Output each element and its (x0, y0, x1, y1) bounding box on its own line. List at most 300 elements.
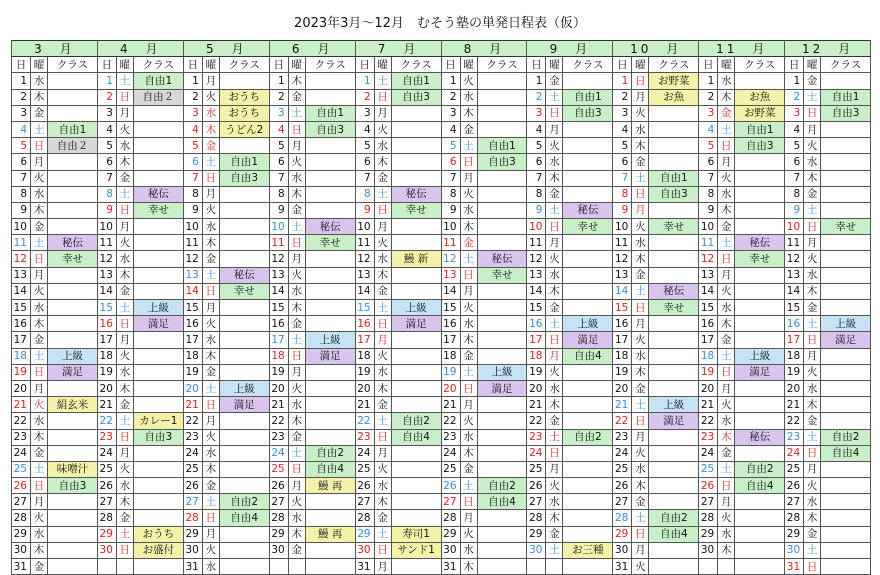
day-number: 20 (441, 380, 460, 396)
weekday: 木 (374, 267, 391, 283)
class-cell (133, 251, 183, 267)
empty-cell (699, 559, 718, 575)
class-cell (563, 300, 613, 316)
day-number: 12 (785, 251, 804, 267)
class-cell (563, 283, 613, 299)
class-cell (563, 73, 613, 89)
day-number: 12 (527, 251, 546, 267)
weekday: 月 (374, 559, 391, 575)
day-number: 15 (355, 300, 374, 316)
empty-cell (546, 559, 563, 575)
table-row (12, 494, 871, 510)
day-number: 19 (785, 364, 804, 380)
weekday: 月 (718, 154, 735, 170)
class-cell (821, 364, 871, 380)
class-cell (305, 316, 355, 332)
day-number: 29 (699, 526, 718, 542)
weekday: 金 (116, 170, 133, 186)
class-cell (735, 186, 785, 202)
day-number: 17 (183, 332, 202, 348)
day-number: 10 (269, 219, 288, 235)
day-number: 3 (97, 105, 116, 121)
day-number: 8 (441, 186, 460, 202)
class-cell (563, 251, 613, 267)
month-header: 5 月 (183, 41, 269, 57)
class-cell (48, 526, 98, 542)
day-number: 23 (527, 429, 546, 445)
class-cell (649, 235, 699, 251)
empty-cell (97, 559, 116, 575)
class-cell (48, 413, 98, 429)
class-label: 上級 (391, 300, 441, 316)
class-label: お魚 (649, 89, 699, 105)
weekday: 日 (116, 316, 133, 332)
day-number: 3 (269, 105, 288, 121)
weekday: 木 (116, 267, 133, 283)
weekday: 土 (116, 73, 133, 89)
day-number: 6 (97, 154, 116, 170)
weekday: 木 (202, 235, 219, 251)
class-label: カレー1 (133, 413, 183, 429)
weekday: 金 (718, 219, 735, 235)
class-cell (821, 202, 871, 218)
day-number: 8 (12, 186, 31, 202)
day-number: 22 (699, 413, 718, 429)
day-number: 30 (785, 542, 804, 558)
class-cell (477, 89, 527, 105)
class-cell (735, 154, 785, 170)
class-cell (305, 267, 355, 283)
class-cell (391, 121, 441, 137)
day-number: 9 (785, 202, 804, 218)
day-number: 12 (183, 251, 202, 267)
class-cell (48, 89, 98, 105)
class-label: 自由4 (391, 429, 441, 445)
day-number: 10 (785, 219, 804, 235)
weekday: 火 (116, 461, 133, 477)
weekday: 木 (718, 542, 735, 558)
weekday: 日 (632, 413, 649, 429)
class-cell (477, 121, 527, 137)
weekday: 木 (632, 364, 649, 380)
day-number: 2 (441, 89, 460, 105)
day-number: 17 (785, 332, 804, 348)
day-number: 5 (441, 138, 460, 154)
weekday: 水 (202, 332, 219, 348)
weekday: 金 (374, 283, 391, 299)
day-number: 19 (441, 364, 460, 380)
weekday: 土 (632, 283, 649, 299)
class-cell (649, 348, 699, 364)
class-cell (219, 300, 269, 316)
day-number: 20 (785, 380, 804, 396)
day-number: 4 (527, 121, 546, 137)
class-cell (649, 332, 699, 348)
weekday: 火 (116, 121, 133, 137)
empty-cell (563, 559, 613, 575)
weekday: 月 (31, 380, 48, 396)
weekday: 金 (202, 251, 219, 267)
class-cell (649, 478, 699, 494)
weekday: 火 (288, 380, 305, 396)
class-cell (133, 267, 183, 283)
col-header-class: クラス (48, 57, 98, 73)
col-header-class: クラス (391, 57, 441, 73)
class-label: 幸せ (133, 202, 183, 218)
day-number: 8 (97, 186, 116, 202)
day-number: 24 (97, 445, 116, 461)
weekday: 土 (374, 300, 391, 316)
day-number: 4 (785, 121, 804, 137)
weekday: 土 (288, 105, 305, 121)
day-number: 23 (613, 429, 632, 445)
class-cell (477, 316, 527, 332)
class-cell (821, 397, 871, 413)
class-label: 自由3 (477, 154, 527, 170)
weekday: 日 (632, 526, 649, 542)
weekday: 月 (460, 170, 477, 186)
weekday: 金 (632, 267, 649, 283)
weekday: 水 (31, 526, 48, 542)
weekday: 月 (546, 461, 563, 477)
day-number: 6 (355, 154, 374, 170)
col-header-class: クラス (133, 57, 183, 73)
class-label: 秘伝 (649, 283, 699, 299)
day-number: 11 (12, 235, 31, 251)
class-label: 自由3 (821, 105, 871, 121)
weekday: 火 (460, 186, 477, 202)
weekday: 水 (202, 445, 219, 461)
weekday: 月 (374, 332, 391, 348)
day-number: 10 (613, 219, 632, 235)
weekday: 土 (116, 300, 133, 316)
weekday: 水 (546, 267, 563, 283)
class-cell (821, 186, 871, 202)
class-cell (649, 105, 699, 121)
weekday: 木 (460, 445, 477, 461)
class-cell (563, 154, 613, 170)
class-cell (305, 186, 355, 202)
day-number: 13 (97, 267, 116, 283)
weekday: 金 (31, 445, 48, 461)
weekday: 火 (202, 316, 219, 332)
day-number: 18 (441, 348, 460, 364)
day-number: 20 (613, 380, 632, 396)
weekday: 土 (116, 413, 133, 429)
weekday: 木 (718, 316, 735, 332)
class-label: 自由4 (477, 494, 527, 510)
day-number: 5 (527, 138, 546, 154)
weekday: 月 (718, 380, 735, 396)
day-number: 23 (355, 429, 374, 445)
weekday: 水 (202, 219, 219, 235)
day-number: 29 (355, 526, 374, 542)
day-number: 3 (355, 105, 374, 121)
class-label: 自由1 (219, 154, 269, 170)
class-label: おうち (219, 89, 269, 105)
class-cell (305, 413, 355, 429)
weekday: 金 (288, 202, 305, 218)
weekday: 土 (374, 526, 391, 542)
class-cell (477, 73, 527, 89)
day-number: 28 (441, 510, 460, 526)
weekday: 木 (546, 283, 563, 299)
col-header-day: 日 (613, 57, 632, 73)
weekday: 土 (31, 461, 48, 477)
day-number: 28 (269, 510, 288, 526)
day-number: 9 (183, 202, 202, 218)
day-number: 23 (12, 429, 31, 445)
class-cell (477, 170, 527, 186)
weekday: 土 (718, 348, 735, 364)
weekday: 月 (288, 364, 305, 380)
day-number: 10 (699, 219, 718, 235)
class-cell (821, 510, 871, 526)
weekday: 水 (546, 154, 563, 170)
col-header-day: 日 (269, 57, 288, 73)
class-cell (305, 380, 355, 396)
day-number: 11 (97, 235, 116, 251)
weekday: 水 (374, 251, 391, 267)
class-cell (563, 445, 613, 461)
weekday: 木 (31, 316, 48, 332)
weekday: 土 (804, 542, 821, 558)
class-cell (305, 283, 355, 299)
day-number: 22 (785, 413, 804, 429)
class-label: 自由2 (391, 413, 441, 429)
class-cell (219, 461, 269, 477)
weekday: 火 (546, 251, 563, 267)
class-cell (821, 73, 871, 89)
day-number: 15 (785, 300, 804, 316)
weekday: 水 (718, 526, 735, 542)
empty-cell (116, 559, 133, 575)
weekday: 火 (31, 283, 48, 299)
class-cell (133, 105, 183, 121)
day-number: 18 (785, 348, 804, 364)
class-label: 自由1 (48, 121, 98, 137)
weekday: 日 (718, 251, 735, 267)
weekday: 金 (546, 73, 563, 89)
weekday: 土 (202, 154, 219, 170)
class-label: 自由2 (219, 494, 269, 510)
class-cell (133, 348, 183, 364)
class-cell (48, 219, 98, 235)
day-number: 25 (12, 461, 31, 477)
weekday: 火 (718, 510, 735, 526)
col-header-weekday: 曜 (116, 57, 133, 73)
class-label: 上級 (133, 300, 183, 316)
day-number: 24 (699, 445, 718, 461)
weekday: 木 (632, 138, 649, 154)
day-number: 30 (527, 542, 546, 558)
weekday: 月 (804, 235, 821, 251)
table-row (12, 73, 871, 89)
day-number: 1 (269, 73, 288, 89)
day-number: 28 (355, 510, 374, 526)
col-header-class: クラス (219, 57, 269, 73)
day-number: 3 (785, 105, 804, 121)
class-cell (821, 138, 871, 154)
weekday: 金 (202, 478, 219, 494)
weekday: 土 (804, 429, 821, 445)
weekday: 月 (460, 510, 477, 526)
day-number: 13 (441, 267, 460, 283)
weekday: 木 (116, 494, 133, 510)
day-number: 5 (183, 138, 202, 154)
class-cell (391, 478, 441, 494)
class-cell (477, 202, 527, 218)
day-number: 30 (12, 542, 31, 558)
weekday: 木 (460, 105, 477, 121)
day-number: 15 (441, 300, 460, 316)
day-number: 2 (12, 89, 31, 105)
weekday: 水 (374, 138, 391, 154)
weekday: 月 (804, 461, 821, 477)
class-label: うどん2 (219, 121, 269, 137)
class-cell (133, 154, 183, 170)
table-row (12, 413, 871, 429)
day-number: 24 (183, 445, 202, 461)
weekday: 金 (460, 121, 477, 137)
class-label: 上級 (305, 332, 355, 348)
day-number: 13 (613, 267, 632, 283)
class-label: お魚 (735, 89, 785, 105)
day-number: 21 (269, 397, 288, 413)
class-cell (649, 461, 699, 477)
day-number: 4 (355, 121, 374, 137)
day-number: 19 (269, 364, 288, 380)
class-cell (735, 202, 785, 218)
class-cell (391, 348, 441, 364)
weekday: 月 (202, 73, 219, 89)
table-row (12, 429, 871, 445)
day-number: 11 (613, 235, 632, 251)
class-cell (649, 494, 699, 510)
table-row (12, 251, 871, 267)
day-number: 24 (12, 445, 31, 461)
class-label: 自由3 (219, 170, 269, 186)
class-cell (305, 154, 355, 170)
class-cell (821, 348, 871, 364)
weekday: 火 (632, 105, 649, 121)
day-number: 7 (183, 170, 202, 186)
weekday: 金 (116, 283, 133, 299)
day-number: 3 (183, 105, 202, 121)
month-header: 4 月 (97, 41, 183, 57)
weekday: 土 (288, 445, 305, 461)
weekday: 金 (718, 105, 735, 121)
class-label: 満足 (48, 364, 98, 380)
class-cell (133, 121, 183, 137)
class-label: お野菜 (735, 105, 785, 121)
weekday: 日 (288, 461, 305, 477)
day-number: 20 (12, 380, 31, 396)
weekday: 日 (804, 105, 821, 121)
class-cell (305, 138, 355, 154)
table-row (12, 283, 871, 299)
day-number: 21 (12, 397, 31, 413)
weekday: 日 (460, 494, 477, 510)
class-cell (219, 235, 269, 251)
class-cell (649, 542, 699, 558)
class-cell (563, 364, 613, 380)
weekday: 土 (632, 170, 649, 186)
class-label: 自由1 (305, 105, 355, 121)
day-number: 29 (441, 526, 460, 542)
day-number: 14 (355, 283, 374, 299)
day-number: 1 (441, 73, 460, 89)
weekday: 日 (202, 510, 219, 526)
day-number: 11 (699, 235, 718, 251)
day-number: 22 (12, 413, 31, 429)
class-cell (133, 138, 183, 154)
class-cell (219, 138, 269, 154)
day-number: 31 (441, 559, 460, 575)
day-number: 9 (269, 202, 288, 218)
day-number: 31 (355, 559, 374, 575)
class-cell (563, 478, 613, 494)
table-row (12, 138, 871, 154)
day-number: 23 (183, 429, 202, 445)
day-number: 2 (613, 89, 632, 105)
day-number: 13 (12, 267, 31, 283)
class-cell (391, 397, 441, 413)
class-cell (219, 478, 269, 494)
weekday: 月 (718, 494, 735, 510)
day-number: 20 (183, 380, 202, 396)
table-row (12, 461, 871, 477)
col-header-weekday: 曜 (460, 57, 477, 73)
weekday: 火 (546, 478, 563, 494)
class-cell (133, 461, 183, 477)
weekday: 月 (546, 235, 563, 251)
class-cell (48, 559, 98, 575)
weekday: 火 (31, 397, 48, 413)
class-cell (391, 219, 441, 235)
class-cell (477, 105, 527, 121)
class-cell (391, 235, 441, 251)
day-number: 28 (97, 510, 116, 526)
class-cell (649, 267, 699, 283)
weekday: 月 (374, 445, 391, 461)
day-number: 19 (183, 364, 202, 380)
class-cell (735, 300, 785, 316)
weekday: 水 (116, 251, 133, 267)
day-number: 31 (785, 559, 804, 575)
class-label: 自由1 (477, 138, 527, 154)
weekday: 月 (632, 89, 649, 105)
day-number: 18 (12, 348, 31, 364)
day-number: 1 (613, 73, 632, 89)
weekday: 火 (632, 445, 649, 461)
day-number: 22 (355, 413, 374, 429)
class-cell (48, 332, 98, 348)
class-label: 自由3 (735, 138, 785, 154)
weekday: 木 (31, 89, 48, 105)
weekday: 木 (804, 397, 821, 413)
weekday: 日 (632, 186, 649, 202)
weekday: 金 (632, 154, 649, 170)
class-cell (735, 219, 785, 235)
weekday: 土 (31, 121, 48, 137)
day-number: 16 (355, 316, 374, 332)
weekday: 火 (546, 138, 563, 154)
weekday: 水 (632, 235, 649, 251)
weekday: 火 (116, 235, 133, 251)
day-number: 24 (441, 445, 460, 461)
class-cell (477, 300, 527, 316)
